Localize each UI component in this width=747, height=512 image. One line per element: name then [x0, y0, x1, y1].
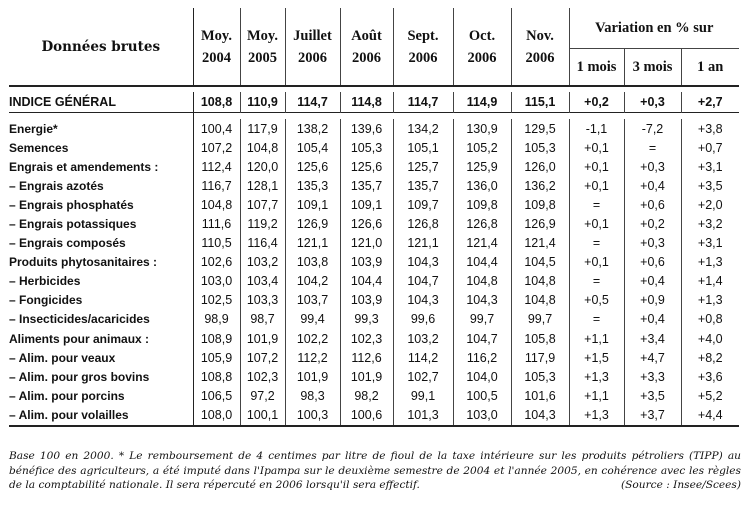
row-label: Engrais et amendements : [9, 157, 193, 176]
cell-value: +0,6 [624, 195, 681, 214]
cell-value: +1,3 [697, 255, 723, 270]
footnote [9, 449, 741, 493]
cell-value: 136,0 [453, 176, 511, 195]
cell-value: 104,8 [453, 272, 511, 291]
cell-value: 101,3 [393, 405, 453, 425]
cell-value: 104,8 [511, 272, 569, 291]
cell-value: 114,8 [340, 92, 393, 113]
cell-value: 103,0 [193, 272, 240, 291]
table-row [9, 138, 739, 157]
cell-value: 109,1 [285, 195, 340, 214]
cell-value: 126,0 [511, 157, 569, 176]
cell-value: 117,9 [511, 348, 569, 367]
cell-value: +1,3 [569, 367, 624, 386]
row-label: – Alim. pour porcins [9, 386, 193, 405]
header-label: Données brutes [9, 8, 193, 86]
cell-value: +0,2 [624, 214, 681, 233]
cell-value: 119,2 [240, 214, 285, 233]
cell-value: +2,0 [697, 197, 723, 212]
cell-value: +1,1 [569, 386, 624, 405]
cell-value: 111,6 [193, 214, 240, 233]
cell-value: 102,6 [193, 253, 240, 272]
cell-value: 100,4 [193, 119, 240, 138]
cell-value: 104,8 [511, 291, 569, 310]
cell-value: 121,0 [340, 234, 393, 253]
cell-value: 99,6 [393, 310, 453, 329]
cell-value: 135,7 [340, 176, 393, 195]
cell-value: 104,3 [393, 253, 453, 272]
cell-value: 101,9 [340, 367, 393, 386]
cell-value: +5,2 [697, 388, 723, 403]
cell-value: 103,2 [393, 329, 453, 348]
cell-value: 125,6 [285, 157, 340, 176]
cell-value: 136,2 [511, 176, 569, 195]
cell-value: 103,2 [240, 253, 285, 272]
cell-value: +3,8 [697, 121, 723, 136]
cell-value: 116,2 [453, 348, 511, 367]
cell-value: 103,8 [285, 253, 340, 272]
cell-value: 130,9 [453, 119, 511, 138]
cell-value: 100,6 [340, 405, 393, 425]
table-row [9, 176, 739, 195]
cell-value: 105,3 [511, 138, 569, 157]
cell-value: +3,1 [697, 236, 723, 251]
cell-value: +0,4 [624, 176, 681, 195]
cell-value: 129,5 [511, 119, 569, 138]
row-label: – Engrais phosphatés [9, 195, 193, 214]
table-row [9, 157, 739, 176]
row-label: Energie* [9, 119, 193, 138]
cell-value: 108,8 [193, 92, 240, 113]
cell-value: 101,6 [511, 386, 569, 405]
cell-value: -7,2 [624, 119, 681, 138]
cell-value: +3,3 [624, 367, 681, 386]
cell-value: 104,7 [453, 329, 511, 348]
price-index-table [9, 8, 739, 427]
cell-value: +0,7 [697, 140, 723, 155]
cell-value: 103,9 [340, 253, 393, 272]
cell-value: 117,9 [240, 119, 285, 138]
table-row [9, 119, 739, 138]
cell-value: +0,1 [569, 253, 624, 272]
table-row [9, 348, 739, 367]
cell-value: 121,1 [393, 234, 453, 253]
cell-value: 105,2 [453, 138, 511, 157]
cell-value: 109,8 [511, 195, 569, 214]
indice-general-row [9, 92, 739, 113]
cell-value: +3,5 [624, 386, 681, 405]
cell-value: 107,7 [240, 195, 285, 214]
header-period: Août 2006 [340, 8, 393, 86]
cell-value: 100,1 [240, 405, 285, 425]
cell-value: +0,5 [569, 291, 624, 310]
cell-value: 98,3 [285, 386, 340, 405]
table-row [9, 291, 739, 310]
cell-value: 114,9 [453, 92, 511, 113]
cell-value: +0,2 [569, 92, 624, 113]
cell-value: 104,4 [453, 253, 511, 272]
cell-value: +0,1 [569, 214, 624, 233]
cell-value: 116,4 [240, 234, 285, 253]
table-row [9, 310, 739, 329]
cell-value: 126,9 [285, 214, 340, 233]
cell-value: 121,1 [285, 234, 340, 253]
cell-value: 114,7 [393, 92, 453, 113]
cell-value: 101,9 [285, 367, 340, 386]
row-label: Semences [9, 138, 193, 157]
cell-value: +0,3 [624, 234, 681, 253]
cell-value: +0,4 [624, 310, 681, 329]
cell-value: 104,8 [240, 138, 285, 157]
cell-value: 99,7 [453, 310, 511, 329]
cell-value: +0,1 [569, 138, 624, 157]
cell-value: +0,6 [624, 253, 681, 272]
cell-value: 100,3 [285, 405, 340, 425]
cell-value: 102,3 [340, 329, 393, 348]
cell-value: 104,7 [393, 272, 453, 291]
cell-value: 116,7 [193, 176, 240, 195]
cell-value: +1,4 [697, 274, 723, 289]
cell-value: 105,9 [193, 348, 240, 367]
cell-value: 112,4 [193, 157, 240, 176]
cell-value: 104,3 [511, 405, 569, 425]
cell-value: +0,1 [569, 157, 624, 176]
cell-value: 99,1 [393, 386, 453, 405]
row-label: – Alim. pour volailles [9, 405, 193, 425]
cell-value: 109,8 [453, 195, 511, 214]
cell-value: 110,5 [193, 234, 240, 253]
table-row [9, 195, 739, 214]
table-row [9, 329, 739, 348]
cell-value: = [569, 272, 624, 291]
cell-value: +3,5 [697, 178, 723, 193]
cell-value: +0,9 [624, 291, 681, 310]
cell-value: 102,7 [393, 367, 453, 386]
cell-value: 139,6 [340, 119, 393, 138]
cell-value: 99,7 [511, 310, 569, 329]
cell-value: 126,8 [393, 214, 453, 233]
cell-value: +0,3 [624, 92, 681, 113]
cell-value: 101,9 [240, 329, 285, 348]
cell-value: 105,3 [511, 367, 569, 386]
cell-value: 108,9 [193, 329, 240, 348]
header-variation-col: 1 an [697, 58, 724, 75]
cell-value: 125,6 [340, 157, 393, 176]
cell-value: 105,1 [393, 138, 453, 157]
cell-value: 102,5 [193, 291, 240, 310]
cell-value: +1,3 [697, 293, 723, 308]
cell-value: 115,1 [511, 92, 569, 113]
cell-value: 98,7 [240, 310, 285, 329]
table-row [9, 386, 739, 405]
cell-value: 103,3 [240, 291, 285, 310]
cell-value: 105,8 [511, 329, 569, 348]
cell-value: +2,7 [697, 95, 723, 109]
cell-value: 98,2 [340, 386, 393, 405]
cell-value: 120,0 [240, 157, 285, 176]
cell-value: 104,4 [340, 272, 393, 291]
cell-value: +0,4 [624, 272, 681, 291]
cell-value: 110,9 [240, 92, 285, 113]
cell-value: = [569, 234, 624, 253]
cell-value: +3,7 [624, 405, 681, 425]
table-row [9, 272, 739, 291]
header-variation-title: Variation en % sur [569, 8, 739, 49]
cell-value: 103,9 [340, 291, 393, 310]
cell-value: 105,4 [285, 138, 340, 157]
cell-value: 104,0 [453, 367, 511, 386]
cell-value: 121,4 [453, 234, 511, 253]
cell-value: +4,7 [624, 348, 681, 367]
row-label: – Engrais azotés [9, 176, 193, 195]
cell-value: 104,8 [193, 195, 240, 214]
cell-value: 128,1 [240, 176, 285, 195]
row-label: – Herbicides [9, 272, 193, 291]
cell-value: 102,2 [285, 329, 340, 348]
header-variation-col: 1 mois [569, 49, 624, 87]
cell-value: 134,2 [393, 119, 453, 138]
cell-value: +0,8 [697, 312, 723, 327]
cell-value: +4,4 [681, 405, 739, 425]
cell-value: 104,3 [393, 291, 453, 310]
cell-value: 126,8 [453, 214, 511, 233]
footnote-source: (Source : Insee/Scees) [620, 479, 741, 491]
row-label: – Alim. pour veaux [9, 348, 193, 367]
cell-value: 97,2 [240, 386, 285, 405]
table-row [9, 253, 739, 272]
cell-value: +1,1 [569, 329, 624, 348]
footnote-text: Base 100 en 2000. * Le remboursement de 4 centimes par litre de fioul de la taxe intérieure sur les produits pétroliers (TIPP) au bénéfice des agriculteurs, a été imputé dans l'Ipampa sur le deuxième semestre de 2004 et l'année 2005, en cohérence avec les règles de la comptabilité nationale. Il sera répercuté en 2006 lorsqu'il sera effectif. [9, 450, 741, 491]
table-row [9, 367, 739, 386]
cell-value: 125,9 [453, 157, 511, 176]
cell-value: +1,5 [569, 348, 624, 367]
cell-value: 135,3 [285, 176, 340, 195]
cell-value: 109,7 [393, 195, 453, 214]
row-label: – Insecticides/acaricides [9, 310, 193, 329]
cell-value: -1,1 [569, 119, 624, 138]
row-label: – Engrais potassiques [9, 214, 193, 233]
cell-value: +3,6 [697, 369, 723, 384]
cell-value: 108,8 [193, 367, 240, 386]
cell-value: 126,6 [340, 214, 393, 233]
cell-value: 138,2 [285, 119, 340, 138]
header-period: Nov. 2006 [511, 8, 569, 86]
cell-value: = [624, 138, 681, 157]
table-row [9, 234, 739, 253]
table-row [9, 214, 739, 233]
cell-value: 104,5 [511, 253, 569, 272]
header-period: Oct. 2006 [453, 8, 511, 86]
cell-value: 126,9 [511, 214, 569, 233]
header-variation-col: 3 mois [624, 49, 681, 87]
cell-value: 112,2 [285, 348, 340, 367]
cell-value: = [569, 310, 624, 329]
header-period: Moy. 2005 [240, 8, 285, 86]
cell-value: 121,4 [511, 234, 569, 253]
cell-value: 102,3 [240, 367, 285, 386]
cell-value: 114,2 [393, 348, 453, 367]
row-label: – Fongicides [9, 291, 193, 310]
cell-value: 104,3 [453, 291, 511, 310]
cell-value: 107,2 [193, 138, 240, 157]
header-period: Juillet 2006 [285, 8, 340, 86]
cell-value: 135,7 [393, 176, 453, 195]
row-label: Aliments pour animaux : [9, 329, 193, 348]
row-label: – Engrais composés [9, 234, 193, 253]
row-label: Produits phytosanitaires : [9, 253, 193, 272]
header-period: Moy. 2004 [193, 8, 240, 86]
cell-value: 109,1 [340, 195, 393, 214]
cell-value: +3,4 [624, 329, 681, 348]
table-body [9, 86, 739, 426]
cell-value: 103,0 [453, 405, 511, 425]
cell-value: 103,7 [285, 291, 340, 310]
cell-value: 105,3 [340, 138, 393, 157]
cell-value: 108,0 [193, 405, 240, 425]
cell-value: +1,3 [569, 405, 624, 425]
cell-value: 104,2 [285, 272, 340, 291]
cell-value: = [569, 195, 624, 214]
cell-value: +3,2 [697, 217, 723, 232]
cell-value: 100,5 [453, 386, 511, 405]
header-period: Sept. 2006 [393, 8, 453, 86]
cell-value: 107,2 [240, 348, 285, 367]
cell-value: 99,3 [340, 310, 393, 329]
cell-value: 125,7 [393, 157, 453, 176]
cell-value: +0,1 [569, 176, 624, 195]
cell-value: 106,5 [193, 386, 240, 405]
cell-value: 114,7 [285, 92, 340, 113]
cell-value: +3,1 [697, 159, 723, 174]
cell-value: +8,2 [697, 350, 723, 365]
cell-value: +4,0 [697, 331, 723, 346]
cell-value: 98,9 [193, 310, 240, 329]
cell-value: 112,6 [340, 348, 393, 367]
cell-value: 99,4 [285, 310, 340, 329]
cell-value: +0,3 [624, 157, 681, 176]
row-label: INDICE GÉNÉRAL [9, 92, 193, 113]
cell-value: 103,4 [240, 272, 285, 291]
table-row [9, 405, 739, 425]
row-label: – Alim. pour gros bovins [9, 367, 193, 386]
